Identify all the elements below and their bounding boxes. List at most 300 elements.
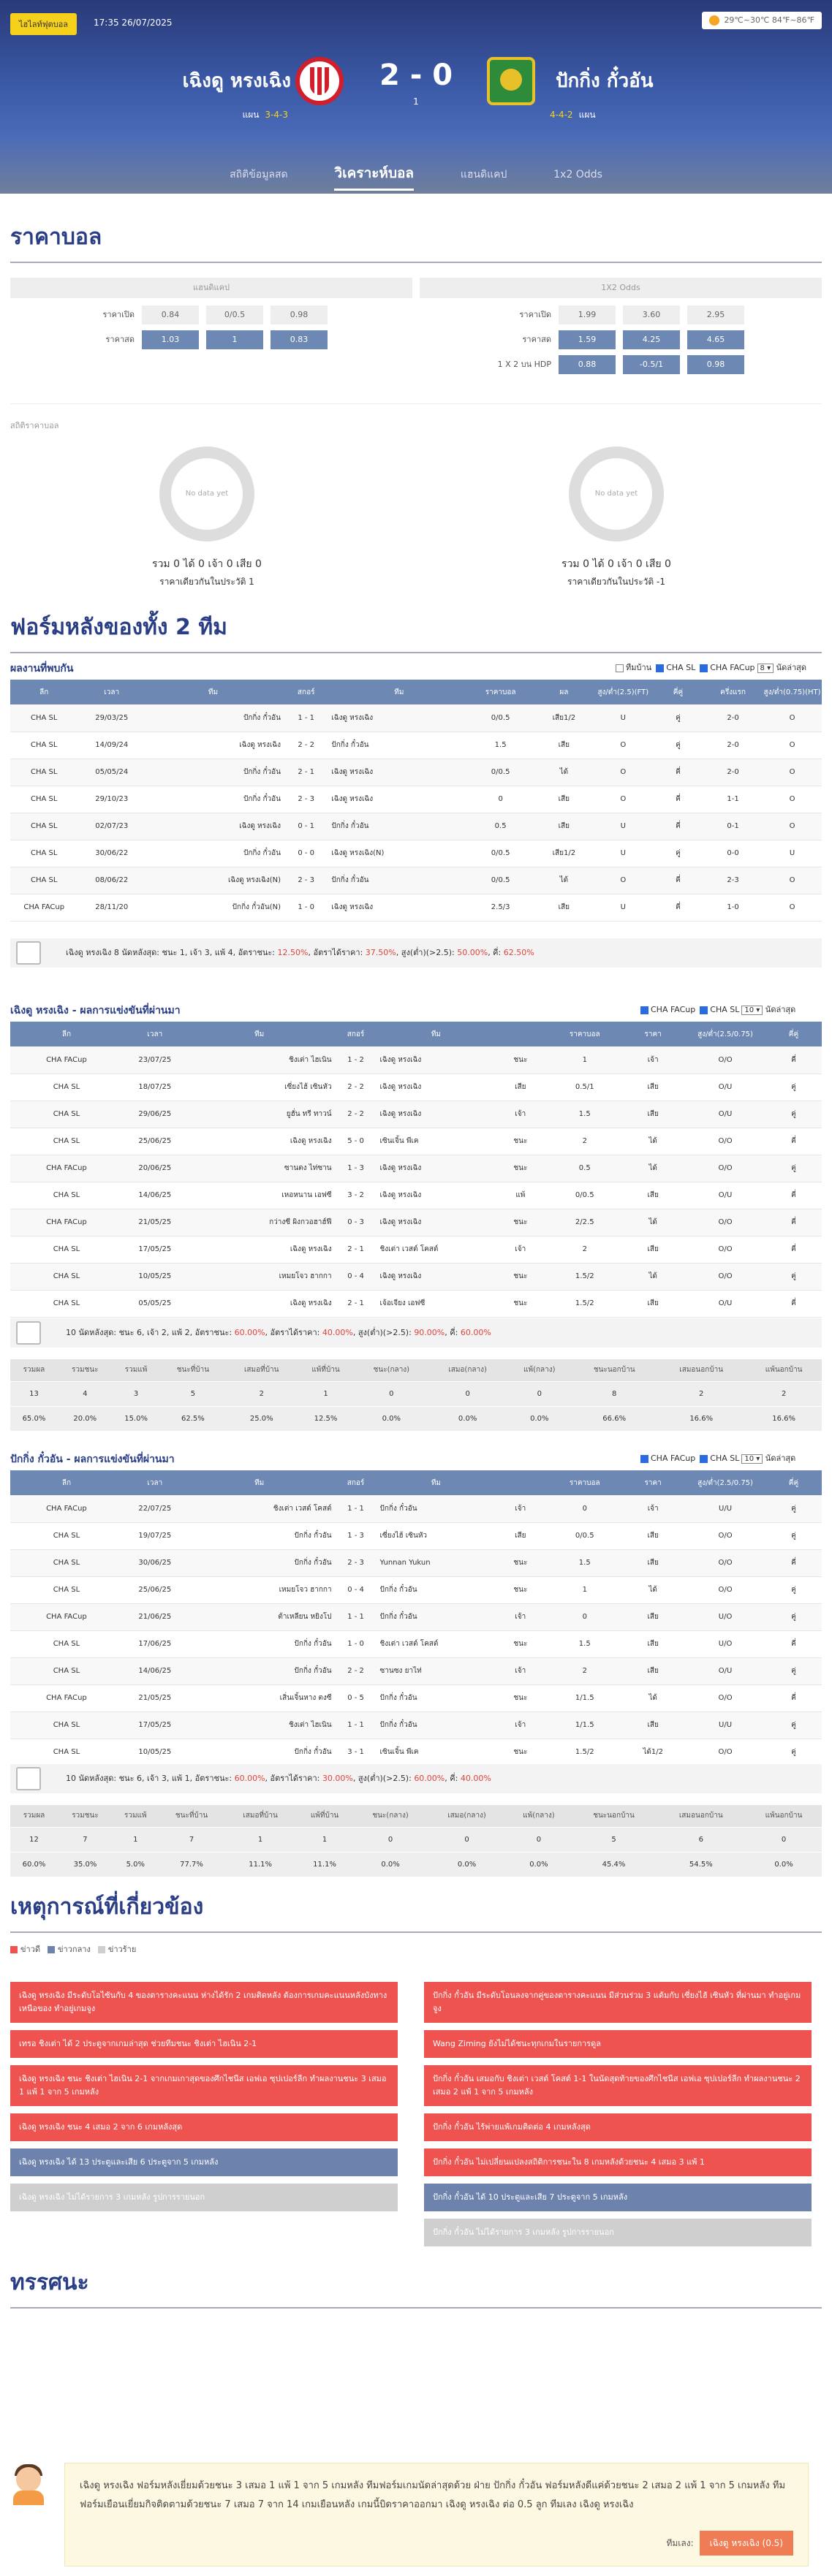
tab-live-stats[interactable]: สถิติข้อมูลสด <box>230 169 288 181</box>
table-row[interactable] <box>10 894 822 921</box>
table-cell: O/O <box>685 1155 765 1182</box>
column-header[interactable]: สูง/ต่ำ(2.5/0.75) <box>685 1022 765 1046</box>
odds-stats-title: สถิติราคาบอล <box>10 403 822 432</box>
table-cell[interactable]: ชิงเต่า เวสต์ โคสต์ <box>380 1630 493 1657</box>
handicap-header: แฮนดิแคป <box>10 278 412 298</box>
odds-panel <box>10 278 822 395</box>
table-row[interactable] <box>10 1739 822 1766</box>
hdp-open-0[interactable]: 0.84 <box>142 305 199 324</box>
table-cell: CHA SL <box>10 1630 123 1657</box>
table-cell[interactable]: เฉิงดู หรงเฉิง <box>380 1101 493 1128</box>
away-summary-value: 60.00% <box>234 1774 265 1783</box>
column-header[interactable]: ผล <box>534 680 594 704</box>
column-header[interactable] <box>492 1022 548 1046</box>
table-cell: O <box>594 867 653 894</box>
table-cell[interactable]: ปักกิ่ง กั๋วอัน <box>187 1522 332 1549</box>
legend-swatch <box>98 1946 105 1953</box>
table-cell[interactable]: ปักกิ่ง กั๋วอัน <box>145 704 281 732</box>
x-close-2[interactable]: 4.65 <box>687 330 744 349</box>
table-cell: 0/0.5 <box>466 704 534 732</box>
table-cell: 1 - 3 <box>332 1522 380 1549</box>
column-header[interactable]: ทีม <box>187 1022 332 1046</box>
table-cell: CHA FACup <box>10 1603 123 1630</box>
stats-cell: 6 <box>657 1827 746 1852</box>
hdp-close-0[interactable]: 1.03 <box>142 330 199 349</box>
table-row[interactable] <box>10 1684 822 1711</box>
stats-cell: 5 <box>160 1381 227 1406</box>
table-row[interactable] <box>10 1046 822 1074</box>
table-cell[interactable]: ชิงเต่า เวสต์ โคสต์ <box>380 1236 493 1263</box>
table-row[interactable] <box>10 867 822 894</box>
hdp-close-1[interactable]: 1 <box>206 330 263 349</box>
column-header[interactable]: ทีม <box>380 1022 493 1046</box>
stats-cell: 66.6% <box>572 1406 657 1431</box>
column-header[interactable]: เวลา <box>123 1022 187 1046</box>
column-header[interactable]: ทีม <box>331 680 466 704</box>
event-item-home[interactable]: เฉิงดู หรงเฉิง ชนะ 4 เสมอ 2 จาก 6 เกมหลังสุด <box>10 2113 398 2141</box>
x-open-1[interactable]: 3.60 <box>623 305 680 324</box>
stats-cell: 1 <box>113 1827 159 1852</box>
table-cell[interactable]: เฉิงดู หรงเฉิง <box>187 1128 332 1155</box>
table-cell[interactable]: เหอหนาน เอฟซี <box>187 1182 332 1209</box>
odds-stats-left-text: รวม 0 ได้ 0 เจ้า 0 เสีย 0 ราคาเดียวกันในประวัติ 1 <box>152 558 262 587</box>
stats-cell: 16.6% <box>657 1406 746 1431</box>
hdp-open-1[interactable]: 0/0.5 <box>206 305 263 324</box>
table-cell[interactable]: ปักกิ่ง กั๋วอัน <box>380 1684 493 1711</box>
table-cell[interactable]: ปักกิ่ง กั๋วอัน(N) <box>145 894 281 921</box>
table-cell[interactable]: เฉิงดู หรงเฉิง <box>331 894 466 921</box>
x-hdp-label: 1 X 2 บน HDP <box>497 360 551 369</box>
x-close-1[interactable]: 4.25 <box>623 330 680 349</box>
column-header[interactable]: ทีม <box>187 1470 332 1495</box>
event-item-home[interactable]: เฉิงดู หรงเฉิง ชนะ ชิงเต่า ไฮเนิน 2-1 จากเกมเกาสุดของศึกไชนีส เอฟเอ ซุปเปอร์ลีก ทำผลงานชนะ 3 เสมอ 1 แพ้ 1 จาก 5 เกมหลัง <box>10 2065 398 2106</box>
stats-header-cell: รวมแพ้ <box>113 1805 159 1827</box>
table-row[interactable] <box>10 1711 822 1739</box>
h2h-filter-label: นัดล่าสุด <box>774 663 807 672</box>
column-header[interactable]: คี่คู่ <box>653 680 703 704</box>
column-header[interactable]: ลีก <box>10 680 78 704</box>
event-item-home[interactable]: เฉิงดู หรงเฉิง ได้ 13 ประตูและเสีย 6 ประตูจาก 5 เกมหลัง <box>10 2148 398 2176</box>
table-cell: O <box>594 786 653 813</box>
table-cell: 0.5/1 <box>548 1074 621 1101</box>
table-cell[interactable]: เฉิงดู หรงเฉิง(N) <box>145 867 281 894</box>
home-summary-value: 40.00% <box>322 1328 353 1337</box>
table-cell[interactable]: กว่างซี ผิงกวอฮาฮ์ฟี <box>187 1209 332 1236</box>
h2h-filter-checkbox-0[interactable] <box>616 664 624 672</box>
table-cell[interactable]: ซานตง ไท่ซาน <box>187 1155 332 1182</box>
table-cell: ชนะ <box>492 1128 548 1155</box>
table-cell: O/U <box>685 1101 765 1128</box>
main-tabs <box>0 162 832 191</box>
h2h-table <box>10 680 822 922</box>
table-cell[interactable]: เฉิงดู หรงเฉิง <box>145 732 281 759</box>
stats-cell: 16.6% <box>746 1406 822 1431</box>
hdp-close-label: ราคาสด <box>105 335 135 344</box>
table-cell: เสีย1/2 <box>534 704 594 732</box>
away-formation: 4-4-2 แผน <box>550 110 596 120</box>
table-row[interactable] <box>10 1630 822 1657</box>
table-cell[interactable]: เฉิงดู หรงเฉิง <box>380 1263 493 1290</box>
table-cell: เจ้า <box>492 1236 548 1263</box>
table-cell: 1-1 <box>703 786 763 813</box>
table-cell: CHA FACup <box>10 1046 123 1074</box>
table-cell: 1 - 1 <box>332 1603 380 1630</box>
table-cell[interactable]: เสิ่นเจิ้นหาง ตงซี <box>187 1684 332 1711</box>
event-item-away[interactable]: ปักกิ่ง กั๋วอัน มีระดับโอนลงจากคู่ของตารางคะแนน มีส่วนร่วม 3 แต้มกับ เซี่ยงไฮ้ เซินหัว ที่ผ่านมา ทำอยู่เกมจูง <box>424 1982 812 2023</box>
table-cell: คู่ <box>765 1101 822 1128</box>
column-header[interactable]: ทีม <box>380 1470 493 1495</box>
column-header[interactable]: ลีก <box>10 1470 123 1495</box>
table-cell: คี่ <box>653 786 703 813</box>
table-cell[interactable]: เฉิงดู หรงเฉิง <box>380 1155 493 1182</box>
event-item-away[interactable]: ปักกิ่ง กั๋วอัน เสมอกับ ชิงเต่า เวสต์ โคสต์ 1-1 ในนัดสุดท้ายของศึกไชนีส เอฟเอ ซุปเปอร์ลีก ทำผลงานชนะ 2 เสมอ 2 แพ้ 1 จาก 5 เกมหลัง <box>424 2065 812 2106</box>
table-cell[interactable]: ชิงเต่า ไฮเนิน <box>187 1046 332 1074</box>
table-cell: 1 - 1 <box>332 1711 380 1739</box>
match-datetime: 17:35 26/07/2025 <box>94 18 173 28</box>
odds-stats-chart-right: No data yet <box>569 447 664 542</box>
tab-1x2-odds[interactable]: 1x2 Odds <box>553 169 602 181</box>
stats-cell: 7 <box>159 1827 225 1852</box>
event-item-away[interactable]: ปักกิ่ง กั๋วอัน ไร้พ่ายแพ้เกมติดต่อ 4 เกมหลังสุด <box>424 2113 812 2141</box>
table-row[interactable] <box>10 1155 822 1182</box>
stats-header-cell: รวมผล <box>10 1359 58 1381</box>
table-cell: คู่ <box>653 704 703 732</box>
table-cell: O/O <box>685 1739 765 1766</box>
table-cell[interactable]: เฉิงดู หรงเฉิง <box>331 786 466 813</box>
table-row[interactable] <box>10 732 822 759</box>
table-cell: เจ้า <box>621 1495 685 1522</box>
column-header[interactable]: ทีม <box>145 680 281 704</box>
tab-analysis[interactable]: วิเคราะห์บอล <box>334 162 414 191</box>
table-row[interactable] <box>10 759 822 786</box>
stats-header-cell: เสมอ(กลาง) <box>428 1805 507 1827</box>
stats-cell: 0 <box>355 1381 428 1406</box>
table-row[interactable] <box>10 1101 822 1128</box>
away-summary-value: 30.00% <box>322 1774 353 1783</box>
table-cell: คู่ <box>765 1576 822 1603</box>
table-cell: CHA SL <box>10 813 78 840</box>
x-hdp-1[interactable]: -0.5/1 <box>623 355 680 374</box>
away-filter-label: นัดล่าสุด <box>763 1454 796 1463</box>
h2h-summary-label: , คี่: <box>488 948 504 957</box>
table-row[interactable] <box>10 1603 822 1630</box>
x-open-2[interactable]: 2.95 <box>687 305 744 324</box>
home-filter <box>636 1003 795 1016</box>
table-cell[interactable]: เซี่ยงไฮ้ เซินหัว <box>187 1074 332 1101</box>
table-cell: 1.5/2 <box>548 1263 621 1290</box>
column-header[interactable]: สกอร์ <box>281 680 331 704</box>
table-cell: เสีย <box>621 1182 685 1209</box>
table-cell[interactable]: เซี่ยงไฮ้ เซินหัว <box>380 1522 493 1549</box>
table-cell: 1.5 <box>548 1101 621 1128</box>
table-cell: 2-3 <box>703 867 763 894</box>
table-cell[interactable]: เฉิงดู หรงเฉิง <box>187 1236 332 1263</box>
table-cell: O/O <box>685 1549 765 1576</box>
away-filter-count-select[interactable]: 10 ▾ <box>741 1454 763 1464</box>
x-open-0[interactable]: 1.99 <box>559 305 616 324</box>
analyst-avatar <box>10 2463 47 2505</box>
table-row[interactable] <box>10 1549 822 1576</box>
table-cell: 14/06/25 <box>123 1182 187 1209</box>
table-cell[interactable]: เฉิงดู หรงเฉิง <box>331 704 466 732</box>
table-cell[interactable]: ปักกิ่ง กั๋วอัน <box>145 840 281 867</box>
x-hdp-0[interactable]: 0.88 <box>559 355 616 374</box>
table-cell: เสีย <box>621 1657 685 1684</box>
table-cell: 1 - 1 <box>332 1495 380 1522</box>
table-row[interactable] <box>10 1236 822 1263</box>
legend-label: ข่าวกลาง <box>58 1945 91 1954</box>
table-cell[interactable]: เจ้อเจียง เอฟซี <box>380 1290 493 1317</box>
table-cell: 2-0 <box>703 704 763 732</box>
column-header[interactable]: สูง/ต่ำ(2.5/0.75) <box>685 1470 765 1495</box>
table-cell[interactable]: ปักกิ่ง กั๋วอัน <box>380 1711 493 1739</box>
table-cell[interactable]: ซานซง ยาไท่ <box>380 1657 493 1684</box>
table-cell[interactable]: Yunnan Yukun <box>380 1549 493 1576</box>
table-row[interactable] <box>10 840 822 867</box>
table-cell[interactable]: ปักกิ่ง กั๋วอัน <box>145 786 281 813</box>
x-hdp-2[interactable]: 0.98 <box>687 355 744 374</box>
hdp-close-2[interactable]: 0.83 <box>271 330 328 349</box>
event-item-home[interactable]: เฉิงดู หรงเฉิง ไม่ได้รายการ 3 เกมหลัง รูปการรายนอก <box>10 2184 398 2211</box>
stats-cell: 1 <box>224 1827 295 1852</box>
table-cell: 2 - 3 <box>281 867 331 894</box>
stats-cell: 2 <box>657 1381 746 1406</box>
table-row[interactable] <box>10 1522 822 1549</box>
stats-header-cell: เสมอที่บ้าน <box>224 1805 295 1827</box>
table-cell: คี่ <box>765 1684 822 1711</box>
column-header[interactable]: ลีก <box>10 1022 123 1046</box>
table-row[interactable] <box>10 1182 822 1209</box>
away-filter-checkbox-1[interactable] <box>700 1455 708 1463</box>
sun-icon <box>709 15 719 26</box>
column-header[interactable]: ราคาบอล <box>548 1470 621 1495</box>
table-cell[interactable]: เฉิงดู หรงเฉิง <box>380 1209 493 1236</box>
tab-handicap[interactable]: แฮนดิแคป <box>460 169 507 181</box>
home-filter-label: นัดล่าสุด <box>763 1005 796 1014</box>
column-header[interactable]: สูง/ต่ำ(2.5)(FT) <box>594 680 653 704</box>
column-header[interactable]: เวลา <box>123 1470 187 1495</box>
away-summary-value: 60.00% <box>414 1774 445 1783</box>
stats-cell: 0.0% <box>355 1406 428 1431</box>
table-cell: O <box>763 786 822 813</box>
legend-swatch <box>10 1946 18 1953</box>
table-cell: 17/05/25 <box>123 1711 187 1739</box>
away-filter <box>636 1451 795 1464</box>
column-header[interactable]: ราคา <box>621 1470 685 1495</box>
stats-header-cell: เสมอที่บ้าน <box>226 1359 297 1381</box>
table-row[interactable] <box>10 1128 822 1155</box>
table-cell: คี่ <box>765 1182 822 1209</box>
table-cell[interactable]: ปักกิ่ง กั๋วอัน <box>145 759 281 786</box>
table-cell: CHA SL <box>10 867 78 894</box>
table-cell[interactable]: เหมยโจว ฮากกา <box>187 1576 332 1603</box>
h2h-filter-count-select[interactable]: 8 ▾ <box>757 664 774 673</box>
table-cell[interactable]: เฉิงดู หรงเฉิง(N) <box>331 840 466 867</box>
column-header[interactable]: ราคาบอล <box>466 680 534 704</box>
table-cell: O/U <box>685 1290 765 1317</box>
event-item-away[interactable]: ปักกิ่ง กั๋วอัน ไม่ได้รายการ 3 เกมหลัง รูปการรายนอก <box>424 2219 812 2246</box>
table-cell[interactable]: เซินเจิ้น พีเค <box>380 1128 493 1155</box>
table-row[interactable] <box>10 1209 822 1236</box>
opinion-box <box>64 2463 809 2566</box>
stats-cell: 7 <box>58 1827 113 1852</box>
stats-header-cell: รวมชนะ <box>58 1805 113 1827</box>
table-cell[interactable]: เฉิงดู หรงเฉิง <box>380 1182 493 1209</box>
stats-header-cell: แพ้(กลาง) <box>507 1359 572 1381</box>
x-close-0[interactable]: 1.59 <box>559 330 616 349</box>
event-item-home[interactable]: เฉิงดู หรงเฉิง มีระดับโอไซ้นกับ 4 ของตารางคะแนน ห่างได้รัก 2 เกมติดหลัง ต้องการเกมคะแนนหลังบังทางเหนือของ ทำอยู่เกมจูง <box>10 1982 398 2023</box>
table-cell[interactable]: เซินเจิ้น พีเค <box>380 1739 493 1766</box>
away-team-name[interactable]: ปักกิ่ง กั๋วอัน <box>556 70 654 92</box>
table-cell: ได้ <box>621 1155 685 1182</box>
table-cell[interactable]: ปักกิ่ง กั๋วอัน <box>187 1739 332 1766</box>
table-cell[interactable]: ปักกิ่ง กั๋วอัน <box>331 732 466 759</box>
away-recent-title: ปักกิ่ง กั๋วอัน - ผลการแข่งขันที่ผ่านมา <box>10 1454 175 1465</box>
table-cell: U/O <box>685 1603 765 1630</box>
column-header[interactable]: สกอร์ <box>332 1022 380 1046</box>
table-row[interactable] <box>10 1495 822 1522</box>
h2h-summary-value: 37.50% <box>365 948 396 957</box>
table-cell[interactable]: ปักกิ่ง กั๋วอัน <box>187 1630 332 1657</box>
table-cell: 2 - 3 <box>332 1549 380 1576</box>
table-cell[interactable]: ต้าเหลียน หยิงโป <box>187 1603 332 1630</box>
table-cell[interactable]: ชิงเต่า ไฮเนิน <box>187 1711 332 1739</box>
h2h-summary-value: 50.00% <box>457 948 488 957</box>
table-cell: 1.5 <box>548 1549 621 1576</box>
stats-cell: 5 <box>572 1827 657 1852</box>
home-recent-title: เฉิงดู หรงเฉิง - ผลการแข่งขันที่ผ่านมา <box>10 1005 181 1017</box>
table-cell[interactable]: เฉิงดู หรงเฉิง <box>380 1046 493 1074</box>
table-cell[interactable]: เฉิงดู หรงเฉิง <box>145 813 281 840</box>
table-cell: คี่ <box>653 867 703 894</box>
table-row[interactable] <box>10 704 822 732</box>
table-row[interactable] <box>10 813 822 840</box>
table-cell: O <box>763 732 822 759</box>
home-filter-count-select[interactable]: 10 ▾ <box>741 1006 763 1015</box>
table-cell[interactable]: ยูฮั่น ทรี ทาวน์ <box>187 1101 332 1128</box>
events-section-title: เหตุการณ์ที่เกี่ยวข้อง <box>10 1890 822 1933</box>
home-summary-label: , คี่: <box>445 1328 461 1337</box>
table-cell[interactable]: ปักกิ่ง กั๋วอัน <box>187 1549 332 1576</box>
table-row[interactable] <box>10 1576 822 1603</box>
table-cell: U <box>594 704 653 732</box>
stats-header-cell: รวมแพ้ <box>113 1359 160 1381</box>
event-item-away[interactable]: Wang Ziming ยังไม่ได้ชนะทุกเกมในรายการดูล <box>424 2030 812 2058</box>
h2h-filter-checkbox-2[interactable] <box>700 664 708 672</box>
event-item-away[interactable]: ปักกิ่ง กั๋วอัน ได้ 10 ประตูและเสีย 7 ประตูจาก 5 เกมหลัง <box>424 2184 812 2211</box>
home-summary-label: , สูง(ต่ำ)(>2.5): <box>352 1328 415 1337</box>
stats-cell: 11.1% <box>296 1852 354 1877</box>
column-header[interactable]: คี่คู่ <box>765 1470 822 1495</box>
column-header[interactable]: เวลา <box>78 680 146 704</box>
home-filter-checkbox-0[interactable] <box>640 1006 648 1014</box>
home-filter-checkbox-1[interactable] <box>700 1006 708 1014</box>
event-item-away[interactable]: ปักกิ่ง กั๋วอัน ไม่เปลี่ยนแปลงสถิติการชนะใน 8 เกมหลังด้วยชนะ 4 เสมอ 3 แพ้ 1 <box>424 2148 812 2176</box>
hdp-open-2[interactable]: 0.98 <box>271 305 328 324</box>
highlight-badge[interactable]: ไฮไลท์ฟุตบอล <box>10 13 77 35</box>
table-cell[interactable]: เฉิงดู หรงเฉิง <box>187 1290 332 1317</box>
table-cell: 1/1.5 <box>548 1711 621 1739</box>
away-summary-text: 10 นัดหลังสุด: ชนะ 6, เจ้า 3, แพ้ 1, อัตราชนะ: <box>66 1774 235 1783</box>
column-header[interactable] <box>492 1470 548 1495</box>
stats-cell: 13 <box>10 1381 58 1406</box>
table-cell[interactable]: ปักกิ่ง กั๋วอัน <box>187 1657 332 1684</box>
stats-header <box>10 1359 822 1381</box>
home-formation: แผน 3-4-3 <box>242 110 288 120</box>
table-cell: 2/2.5 <box>548 1209 621 1236</box>
table-cell: ชนะ <box>492 1549 548 1576</box>
table-cell[interactable]: ปักกิ่ง กั๋วอัน <box>380 1495 493 1522</box>
stats-cell: 0 <box>428 1827 507 1852</box>
table-row[interactable] <box>10 1263 822 1290</box>
table-cell[interactable]: ชิงเต่า เวสต์ โคสต์ <box>187 1495 332 1522</box>
column-header[interactable]: สกอร์ <box>332 1470 380 1495</box>
column-header[interactable]: ครึ่งแรก <box>703 680 763 704</box>
h2h-title: ผลงานที่พบกัน <box>10 663 74 675</box>
table-cell: ได้ <box>621 1209 685 1236</box>
away-team-logo[interactable] <box>487 57 535 105</box>
h2h-filter-checkbox-1[interactable] <box>656 664 664 672</box>
stats-header-cell: แพ้(กลาง) <box>506 1805 571 1827</box>
table-cell: 29/10/23 <box>78 786 146 813</box>
pick-button[interactable]: เฉิงดู หรงเฉิง (0.5) <box>700 2531 793 2556</box>
table-cell: 17/06/25 <box>123 1630 187 1657</box>
table-cell[interactable]: ปักกิ่ง กั๋วอัน <box>380 1576 493 1603</box>
h2h-filter <box>611 661 806 674</box>
stats-cell: 0.0% <box>428 1852 507 1877</box>
column-header[interactable]: ราคาบอล <box>548 1022 621 1046</box>
stats-header-cell: ชนะ(กลาง) <box>355 1359 428 1381</box>
table-cell: 2-0 <box>703 759 763 786</box>
table-row[interactable] <box>10 1290 822 1317</box>
table-cell: ได้ <box>621 1576 685 1603</box>
stats-cell: 4 <box>58 1381 113 1406</box>
opinion-pick <box>666 2531 793 2556</box>
table-cell: คี่ <box>765 1236 822 1263</box>
column-header[interactable]: สูง/ต่ำ(0.75)(HT) <box>763 680 822 704</box>
away-stats-table <box>10 1805 822 1877</box>
h2h-filter-checkbox-label-2: CHA FACup <box>710 663 755 672</box>
table-cell[interactable]: เหมยโจว ฮากกา <box>187 1263 332 1290</box>
table-cell[interactable]: ปักกิ่ง กั๋วอัน <box>331 867 466 894</box>
table-cell[interactable]: เฉิงดู หรงเฉิง <box>331 759 466 786</box>
away-filter-checkbox-0[interactable] <box>640 1455 648 1463</box>
table-row[interactable] <box>10 1074 822 1101</box>
column-header[interactable]: คี่คู่ <box>765 1022 822 1046</box>
table-header <box>10 680 822 704</box>
table-cell: เสีย <box>534 813 594 840</box>
x-close-label: ราคาสด <box>522 335 551 344</box>
event-item-home[interactable]: เทรอ ชิงเต่า ได้ 2 ประตูจากเกมล่าสุด ช่วยทีมชนะ ชิงเต่า ไฮเนิน 2-1 <box>10 2030 398 2058</box>
stats-header-cell: ชนะนอกบ้าน <box>572 1359 657 1381</box>
table-cell: O/O <box>685 1522 765 1549</box>
home-team-name[interactable]: เฉิงดู หรงเฉิง <box>182 70 291 92</box>
stats-cell: 25.0% <box>226 1406 297 1431</box>
table-row[interactable] <box>10 786 822 813</box>
table-cell: O <box>763 867 822 894</box>
table-row[interactable] <box>10 1657 822 1684</box>
x-open-label: ราคาเปิด <box>519 310 551 319</box>
table-cell[interactable]: ปักกิ่ง กั๋วอัน <box>331 813 466 840</box>
stats-header-cell: ชนะที่บ้าน <box>159 1805 225 1827</box>
table-cell: O/U <box>685 1182 765 1209</box>
table-cell: O/O <box>685 1576 765 1603</box>
column-header[interactable]: ราคา <box>621 1022 685 1046</box>
odds-stats-chart-left: No data yet <box>159 447 254 542</box>
table-cell[interactable]: เฉิงดู หรงเฉิง <box>380 1074 493 1101</box>
table-cell: U/U <box>685 1495 765 1522</box>
table-cell[interactable]: ปักกิ่ง กั๋วอัน <box>380 1603 493 1630</box>
